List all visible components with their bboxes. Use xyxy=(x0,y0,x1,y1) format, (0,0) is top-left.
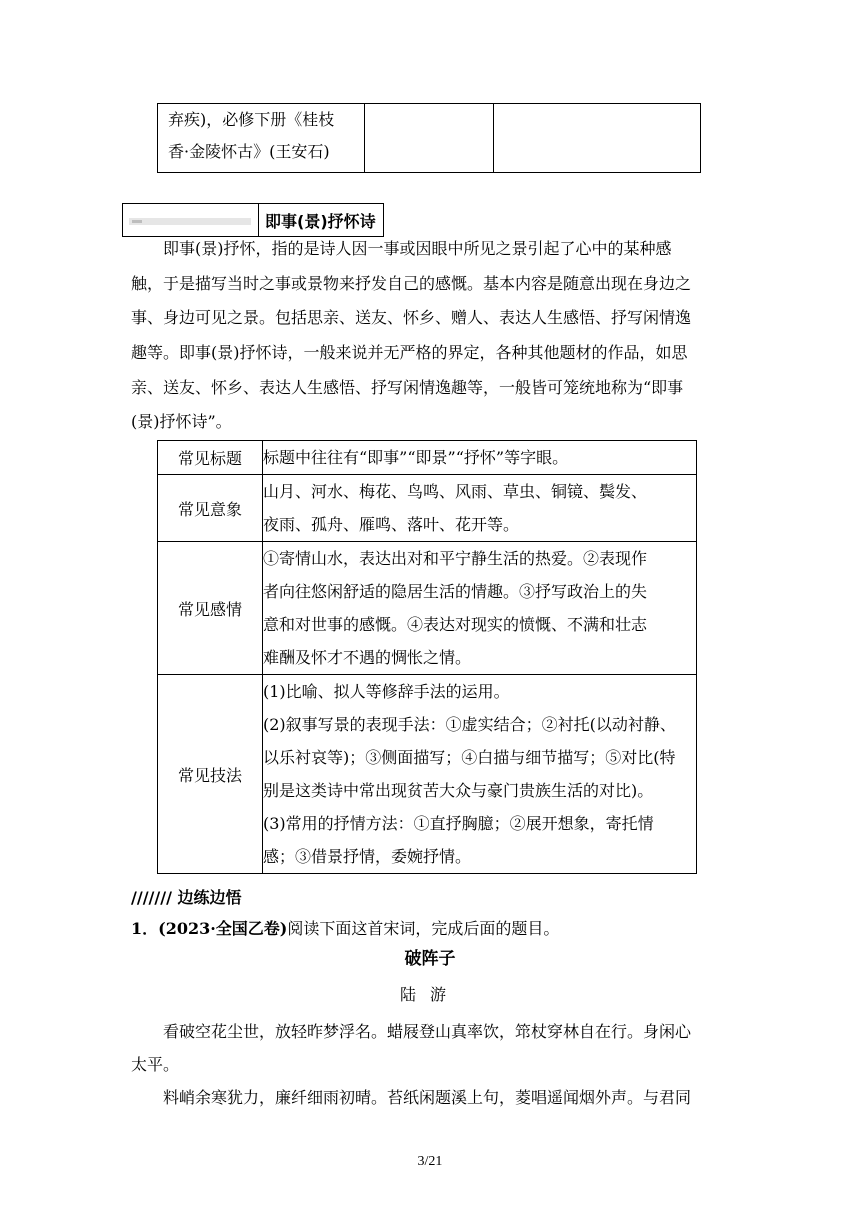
content-line: 标题中往往有“即事”“即景”“抒怀”等字眼。 xyxy=(263,448,569,467)
content-line: 意和对世事的感慨。④表达对现实的愤慨、不满和壮志 xyxy=(263,615,648,634)
content-line: (2)叙事写景的表现手法：①虚实结合；②衬托(以动衬静、 xyxy=(263,715,676,734)
poem-line: 看破空花尘世，放轻昨梦浮名。蜡屐登山真率饮，筇杖穿林自在行。身闲心 xyxy=(131,1022,692,1041)
table-cell-empty xyxy=(494,104,701,173)
row-content xyxy=(263,441,697,475)
paragraph-line: 亲、送友、怀乡、表达人生感悟、抒写闲情逸趣等，一般皆可笼统地称为“即事 xyxy=(131,378,684,397)
section-decoration-mark xyxy=(132,220,142,223)
row-label: 常见意象 xyxy=(158,475,263,542)
row-label: 常见标题 xyxy=(158,441,263,475)
section-title: 即事(景)抒怀诗 xyxy=(265,212,376,231)
exercise-header: /////// 边练边悟 xyxy=(131,888,242,907)
content-line: 以乐衬哀等)；③侧面描写；④白描与细节描写；⑤对比(特 xyxy=(263,748,676,767)
content-line: (1)比喻、拟人等修辞手法的运用。 xyxy=(263,682,510,701)
table-cell-empty xyxy=(365,104,494,173)
poem-title: 破阵子 xyxy=(404,949,456,969)
cell-line: 香·金陵怀古》(王安石) xyxy=(168,142,330,161)
table-cell xyxy=(158,104,365,173)
content-line: 感；③借景抒情，委婉抒情。 xyxy=(263,847,472,866)
row-content xyxy=(263,475,697,542)
table-row xyxy=(158,542,697,675)
page-number: 3/21 xyxy=(417,1154,443,1169)
content-line: 山月、河水、梅花、鸟鸣、风雨、草虫、铜镜、鬓发、 xyxy=(263,482,648,501)
question-1 xyxy=(131,916,559,939)
row-label: 常见技法 xyxy=(158,675,263,874)
content-line: 夜雨、孤舟、雁鸣、落叶、花开等。 xyxy=(263,515,520,534)
content-line: 别是这类诗中常出现贫苦大众与豪门贵族生活的对比)。 xyxy=(263,781,654,800)
table-row xyxy=(158,675,697,874)
paragraph-line: 事、身边可见之景。包括思亲、送友、怀乡、赠人、表达人生感悟、抒写闲情逸 xyxy=(131,308,692,327)
top-continuation-table xyxy=(157,103,701,173)
question-source: 1．(2023·全国乙卷) xyxy=(131,919,288,938)
row-label: 常见感情 xyxy=(158,542,263,675)
paragraph-line: 触，于是描写当时之事或景物来抒发自己的感慨。基本内容是随意出现在身边之 xyxy=(131,274,692,293)
paragraph-line: (景)抒怀诗”。 xyxy=(131,412,232,431)
row-content xyxy=(263,675,697,874)
row-content xyxy=(263,542,697,675)
content-line: ①寄情山水，表达出对和平宁静生活的热爱。②表现作 xyxy=(263,549,648,568)
section-decoration-bar xyxy=(129,218,251,225)
question-text: 阅读下面这首宋词，完成后面的题目。 xyxy=(287,919,560,938)
table-row xyxy=(158,441,697,475)
content-line: 者向往悠闲舒适的隐居生活的情趣。③抒写政治上的失 xyxy=(263,582,648,601)
paragraph-line: 趣等。即事(景)抒怀诗，一般来说并无严格的界定，各种其他题材的作品，如思 xyxy=(131,343,688,362)
poem-line: 料峭余寒犹力，廉纤细雨初晴。苔纸闲题溪上句，菱唱遥闻烟外声。与君同 xyxy=(131,1088,692,1107)
features-table xyxy=(157,440,697,874)
content-line: 难酬及怀才不遇的惆怅之情。 xyxy=(263,648,472,667)
paragraph-line: 即事(景)抒怀，指的是诗人因一事或因眼中所见之景引起了心中的某种感 xyxy=(131,239,672,258)
section-divider xyxy=(258,204,259,236)
table-row xyxy=(158,104,701,173)
poem-line: 太平。 xyxy=(131,1055,180,1074)
poem-author: 陆游 xyxy=(399,985,460,1004)
section-header xyxy=(122,203,384,237)
table-row xyxy=(158,475,697,542)
cell-line: 弃疾)，必修下册《桂枝 xyxy=(168,110,335,129)
content-line: (3)常用的抒情方法：①直抒胸臆；②展开想象，寄托情 xyxy=(263,814,654,833)
